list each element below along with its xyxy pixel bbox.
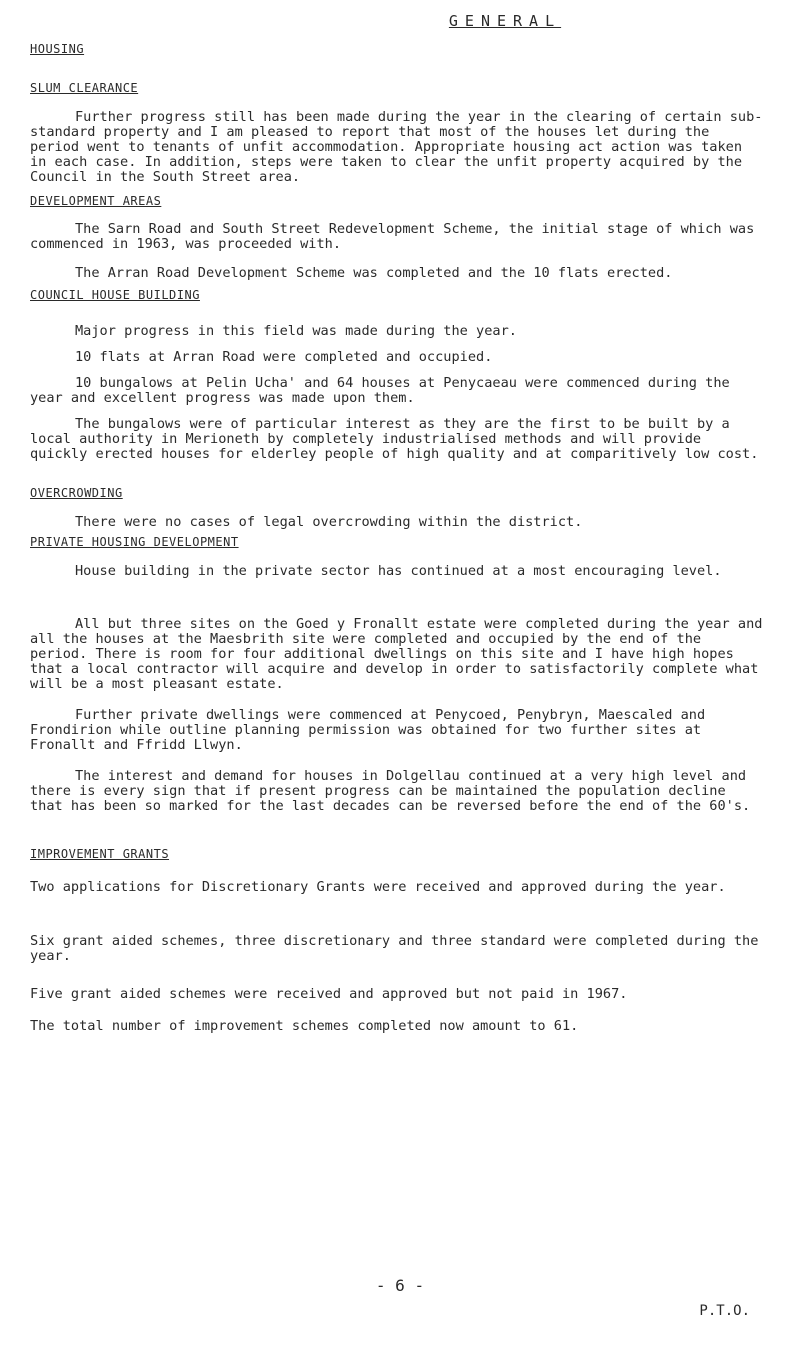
- section-heading-council-house-building: COUNCIL HOUSE BUILDING: [30, 288, 200, 302]
- page-title: GENERAL: [448, 12, 562, 30]
- council-house-paragraph-2: 10 flats at Arran Road were completed and occupied.: [75, 349, 493, 365]
- council-house-paragraph-1: Major progress in this field was made during the year.: [75, 323, 517, 339]
- private-housing-paragraph-3: Further private dwellings were commenced at Penycoed, Penybryn, Maescaled and Frondirion while outline planning permission was obtained for two further sites at Fronallt and Ffridd Llwyn.: [30, 707, 706, 753]
- private-housing-paragraph-2: All but three sites on the Goed y Fronallt estate were completed during the year and all the houses at the Maesbrith site were completed and occupied by the end of the period. There is room for four additional dwellings on this site and I have high hopes that a local contractor will acquire and develop in order to satisfactorily complete what will be a most pleasant estate.: [30, 616, 763, 692]
- improvement-grants-paragraph-3: Five grant aided schemes were received and approved but not paid in 1967.: [30, 986, 628, 1002]
- private-housing-paragraph-4: The interest and demand for houses in Dolgellau continued at a very high level and there is every sign that if present progress can be maintained the population decline that has been so marked for the last decades can be reversed before the end of the 60's.: [30, 768, 751, 814]
- improvement-grants-paragraph-4: The total number of improvement schemes completed now amount to 61.: [30, 1018, 579, 1034]
- improvement-grants-paragraph-2: Six grant aided schemes, three discretionary and three standard were completed during the year.: [30, 933, 759, 964]
- section-heading-development-areas: DEVELOPMENT AREAS: [30, 194, 162, 208]
- private-housing-paragraph-1: House building in the private sector has continued at a most encouraging level.: [75, 563, 722, 579]
- council-house-paragraph-4: The bungalows were of particular interest as they are the first to be built by a local authority in Merioneth by completely industrialised methods and will provide quickly erected houses for elderley people of high quality and at comparitively low cost.: [30, 416, 759, 462]
- development-areas-paragraph-2: The Arran Road Development Scheme was completed and the 10 flats erected.: [75, 265, 673, 281]
- slum-clearance-paragraph: Further progress still has been made during the year in the clearing of certain sub-standard property and I am pleased to report that most of the houses let during the period went to tenants of unfit accommodation. Appropriate housing act action was taken in each case. In addition, steps were taken to clear the unfit property acquired by the Council in the South Street area.: [30, 109, 763, 185]
- section-heading-improvement-grants: IMPROVEMENT GRANTS: [30, 847, 170, 861]
- please-turn-over-note: P.T.O.: [699, 1303, 750, 1319]
- section-heading-overcrowding: OVERCROWDING: [30, 486, 123, 500]
- development-areas-paragraph-1: The Sarn Road and South Street Redevelopment Scheme, the initial stage of which was commenced in 1963, was proceeded with.: [30, 221, 755, 252]
- council-house-paragraph-3: 10 bungalows at Pelin Ucha' and 64 houses at Penycaeau were commenced during the year and excellent progress was made upon them.: [30, 375, 730, 406]
- page-number: - 6 -: [375, 1276, 425, 1295]
- section-heading-private-housing: PRIVATE HOUSING DEVELOPMENT: [30, 535, 239, 549]
- section-heading-housing: HOUSING: [30, 42, 85, 56]
- overcrowding-paragraph: There were no cases of legal overcrowding within the district.: [75, 514, 583, 530]
- section-heading-slum-clearance: SLUM CLEARANCE: [30, 81, 139, 95]
- improvement-grants-paragraph-1: Two applications for Discretionary Grants were received and approved during the year.: [30, 879, 726, 895]
